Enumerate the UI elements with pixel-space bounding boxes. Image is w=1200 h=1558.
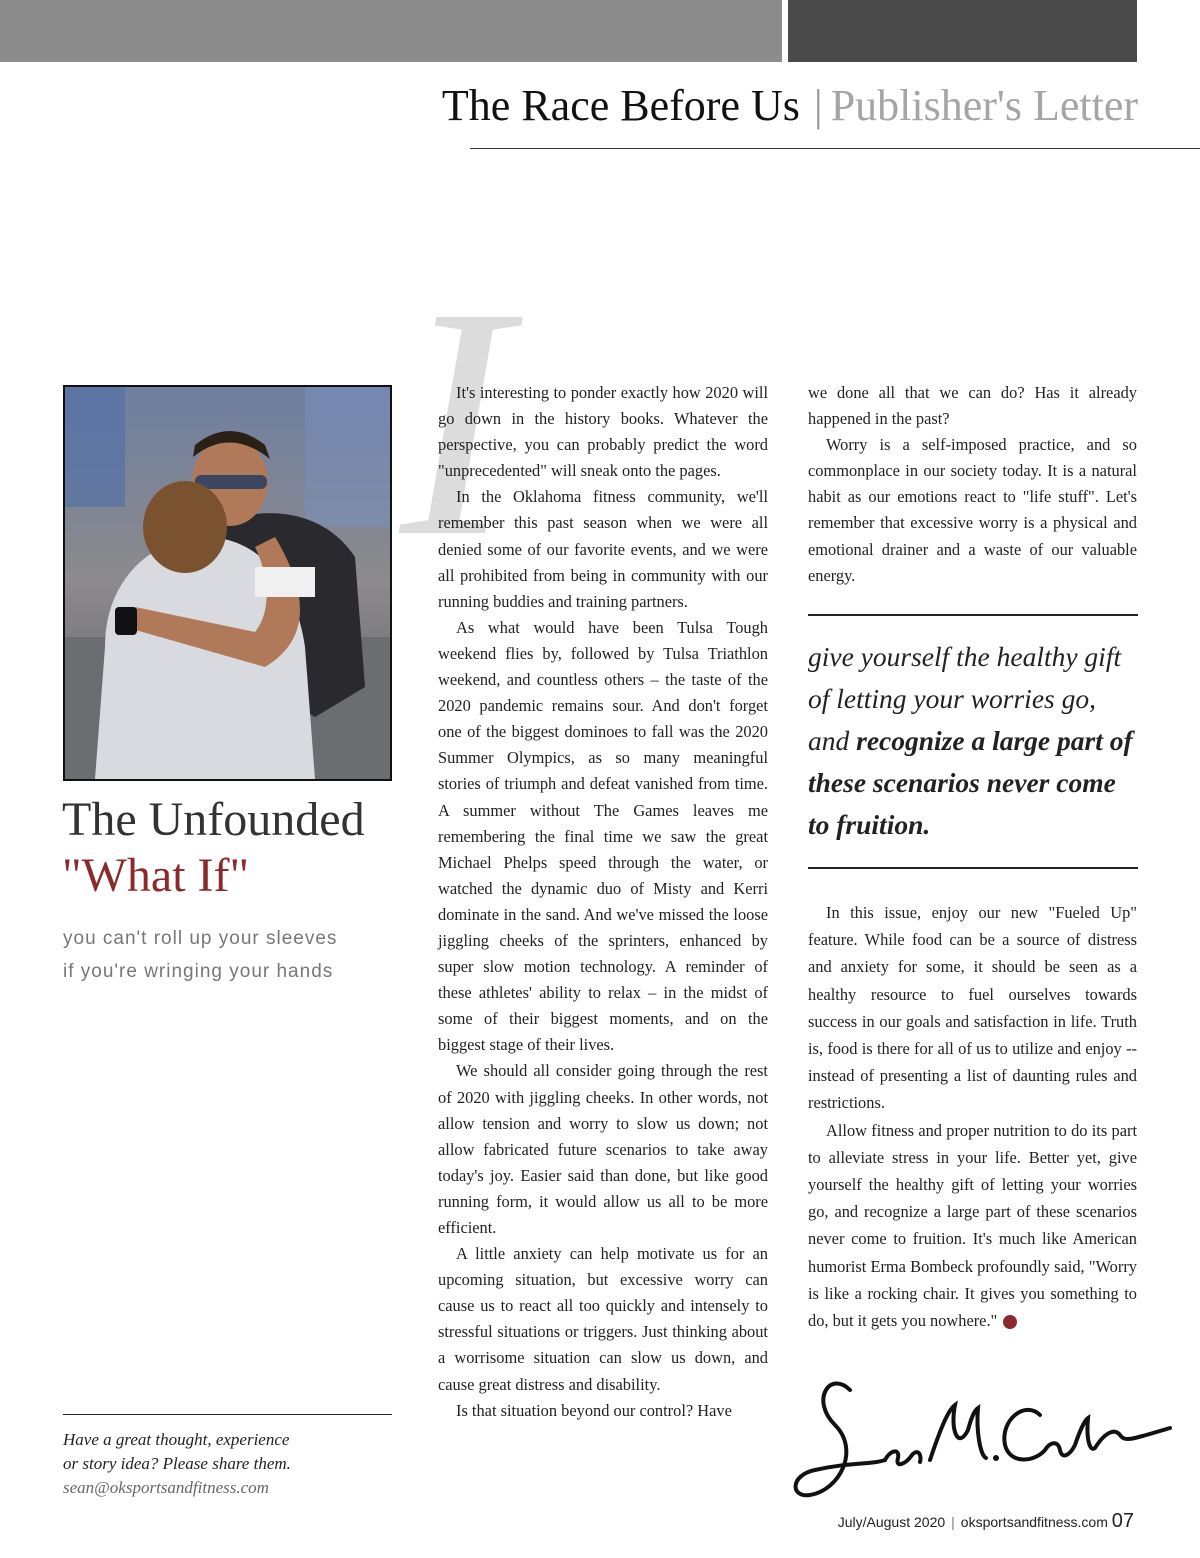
footer-issue: July/August 2020	[837, 1514, 946, 1530]
pullquote-bold: recognize a large part of these scenarios never come to fruition.	[808, 725, 1133, 840]
sidebar-note	[63, 1428, 393, 1500]
paragraph: Is that situation beyond our control? Have	[456, 1400, 732, 1420]
paragraph: As what would have been Tulsa Tough weekend flies by, followed by Tulsa Triathlon weekend, and countless others – the taste of the 2020 pandemic remains sour. And don't forget one of the biggest dominoes to fall was the 2020 Summer Olympics, as so many meaningful stories of triumph and defeat vanished from time. A summer without The Games leaves me remembering the final time we saw the great Michael Phelps speed through the water, or watched the dynamic duo of Misty and Kerri dominate in the sand. And we've missed the loose jiggling cheeks of the sprinters, enhanced by super slow motion technology. A reminder of these athletes' ability to relax – in the midst of some of their biggest moments, and on the biggest stage of their lives.	[438, 617, 768, 1055]
footer-separator: |	[951, 1514, 955, 1530]
page-footer	[838, 1510, 1134, 1533]
pullquote-rule-top	[808, 614, 1138, 616]
page-number: 07	[1111, 1510, 1134, 1532]
top-bar-light	[0, 0, 782, 62]
sidebar-note-line2: or story idea? Please share them.	[63, 1454, 291, 1473]
page-header	[442, 80, 1138, 131]
pullquote	[808, 636, 1138, 846]
paragraph-continuation: we done all that we can do? Has it already happened in the past?	[808, 383, 1137, 429]
signature-image	[790, 1370, 1180, 1510]
article-column-2-top	[808, 380, 1137, 589]
header-title: The Race Before Us	[441, 81, 800, 130]
sidebar-rule	[63, 1414, 392, 1415]
drop-cap: I	[400, 240, 510, 605]
paragraph: In this issue, enjoy our new "Fueled Up" feature. While food can be a source of distress and anxiety for some, it should be seen as a healthy resource to fuel ourselves towards success in our goals and satisfaction in life. Truth is, food is there for all of us to utilize and enjoy -- instead of presenting a list of daunting rules and restrictions.	[808, 903, 1137, 1113]
sidebar-note-line1: Have a great thought, experience	[63, 1430, 290, 1449]
header-separator: |	[813, 81, 823, 130]
paragraph: In the Oklahoma fitness community, we'll remember this past season when we were all denied some of our favorite events, and we were all prohibited from being in community with our running buddies and training partners.	[438, 487, 768, 611]
end-mark-icon	[1003, 1315, 1017, 1329]
article-photo	[63, 385, 392, 781]
paragraph: Worry is a self-imposed practice, and so commonplace in our society today. It is a natural habit as our emotions react to "life stuff". Let's remember that excessive worry is a physical and emotional drainer and a waste of our valuable energy.	[808, 435, 1137, 585]
paragraph: It's interesting to ponder exactly how 2020 will go down in the history books. Whatever the perspective, you can probably predict the word "unprecedented" will sneak onto the pages.	[438, 383, 768, 481]
sidebar-subtitle-line1: you can't roll up your sleeves	[63, 928, 338, 949]
top-bar-dark	[788, 0, 1137, 62]
header-section: Publisher's Letter	[830, 81, 1138, 130]
footer-site: oksportsandfitness.com	[960, 1514, 1108, 1530]
sidebar-title-line2: "What If"	[62, 849, 250, 902]
paragraph-final-text: Allow fitness and proper nutrition to do its part to alleviate stress in your life. Better yet, give yourself the healthy gift of letting your worries go, and recognize a large part of these scenarios never come to fruition. It's much like American humorist Erma Bombeck profoundly said, "Worry is like a rocking chair. It gives you something to do, but it gets you nowhere."	[808, 1120, 1137, 1331]
sidebar-email-link[interactable]: sean@oksportsandfitness.com	[63, 1478, 269, 1497]
pullquote-plain: give yourself the healthy gift of letting your worries go, and	[808, 641, 1122, 756]
signature	[790, 1370, 1180, 1515]
paragraph: We should all consider going through the rest of 2020 with jiggling cheeks. In other words, not allow tension and worry to slow us down; not allow fabricated future scenarios to take away today's joy. Easier said than done, but like good running form, it would allow us all to be more efficient.	[438, 1061, 768, 1237]
header-rule	[470, 148, 1200, 149]
article-column-1	[438, 380, 768, 1424]
photo-illustration	[65, 387, 390, 779]
pullquote-rule-bottom	[808, 867, 1138, 869]
paragraph: A little anxiety can help motivate us for an upcoming situation, but excessive worry can cause us to react all too quickly and intensely to stressful situations or triggers. Just thinking about a worrisome situation can slow us down, and cause great distress and disability.	[438, 1244, 768, 1394]
article-column-2-bottom	[808, 899, 1137, 1334]
sidebar-title	[62, 792, 365, 904]
sidebar-title-line1: The Unfounded	[62, 793, 365, 846]
paragraph-final	[808, 1117, 1137, 1335]
sidebar-subtitle-line2: if you're wringing your hands	[63, 961, 334, 982]
sidebar-subtitle	[63, 922, 393, 988]
